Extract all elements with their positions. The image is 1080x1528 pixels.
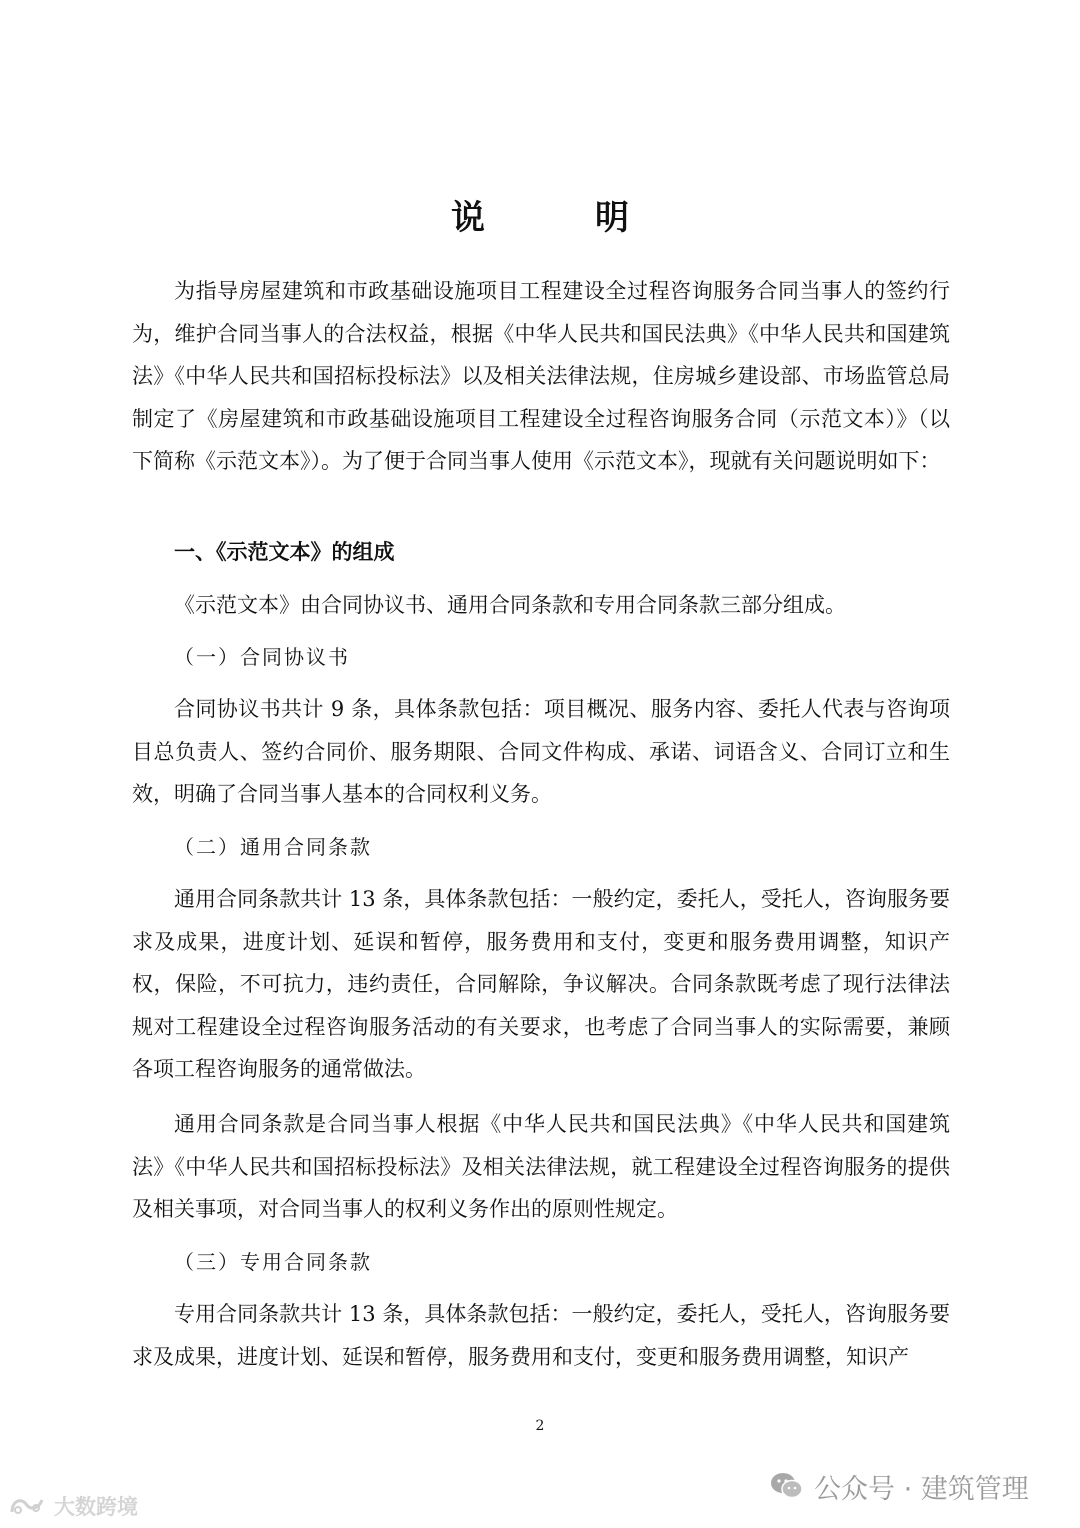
general-terms-paragraph-1: 通用合同条款共计 13 条，具体条款包括：一般约定，委托人，受托人，咨询服务要求及成果，进度计划、延误和暂停，服务费用和支付，变更和服务费用调整，知识产权，保险，不可抗力，违约责任，合同解除，争议解决。合同条款既考虑了现行法律法规对工程建设全过程咨询服务活动的有关要求，也考虑了合同当事人的实际需要，兼顾各项工程咨询服务的通常做法。 xyxy=(132,887,950,1081)
wechat-watermark xyxy=(770,1466,1029,1506)
subsection-heading-general-terms: （二）通用合同条款 xyxy=(174,835,372,859)
section-heading-composition: 一、《示范文本》的组成 xyxy=(174,540,395,564)
page-title: 说 明 xyxy=(451,198,667,238)
section1-paragraph: 《示范文本》由合同协议书、通用合同条款和专用合同条款三部分组成。 xyxy=(174,593,846,617)
brand-watermark-text: 大数跨境 xyxy=(54,1495,138,1519)
brand-watermark xyxy=(8,1491,138,1521)
page-number: 2 xyxy=(535,1418,545,1434)
intro-paragraph: 为指导房屋建筑和市政基础设施项目工程建设全过程咨询服务合同当事人的签约行为，维护合同当事人的合法权益，根据《中华人民共和国民法典》《中华人民共和国建筑法》《中华人民共和国招标投标法》以及相关法律法规，住房城乡建设部、市场监管总局制定了《房屋建筑和市政基础设施项目工程建设全过程咨询服务合同（示范文本）》（以下简称《示范文本》）。为了便于合同当事人使用《示范文本》，现就有关问题说明如下： xyxy=(132,279,950,473)
subsection-heading-special-terms: （三）专用合同条款 xyxy=(174,1250,372,1274)
subsection-heading-agreement: （一）合同协议书 xyxy=(174,645,350,669)
wechat-icon xyxy=(770,1471,804,1501)
brand-logo-icon xyxy=(8,1494,48,1518)
general-terms-paragraph-2: 通用合同条款是合同当事人根据《中华人民共和国民法典》《中华人民共和国建筑法》《中华人民共和国招标投标法》及相关法律法规，就工程建设全过程咨询服务的提供及相关事项，对合同当事人的权利义务作出的原则性规定。 xyxy=(132,1112,950,1221)
agreement-paragraph: 合同协议书共计 9 条，具体条款包括：项目概况、服务内容、委托人代表与咨询项目总负责人、签约合同价、服务期限、合同文件构成、承诺、词语含义、合同订立和生效，明确了合同当事人基本的合同权利义务。 xyxy=(132,697,950,806)
wechat-watermark-text: 公众号 · 建筑管理 xyxy=(814,1473,1029,1505)
special-terms-paragraph: 专用合同条款共计 13 条，具体条款包括：一般约定，委托人，受托人，咨询服务要求及成果，进度计划、延误和暂停，服务费用和支付，变更和服务费用调整，知识产 xyxy=(132,1302,950,1369)
